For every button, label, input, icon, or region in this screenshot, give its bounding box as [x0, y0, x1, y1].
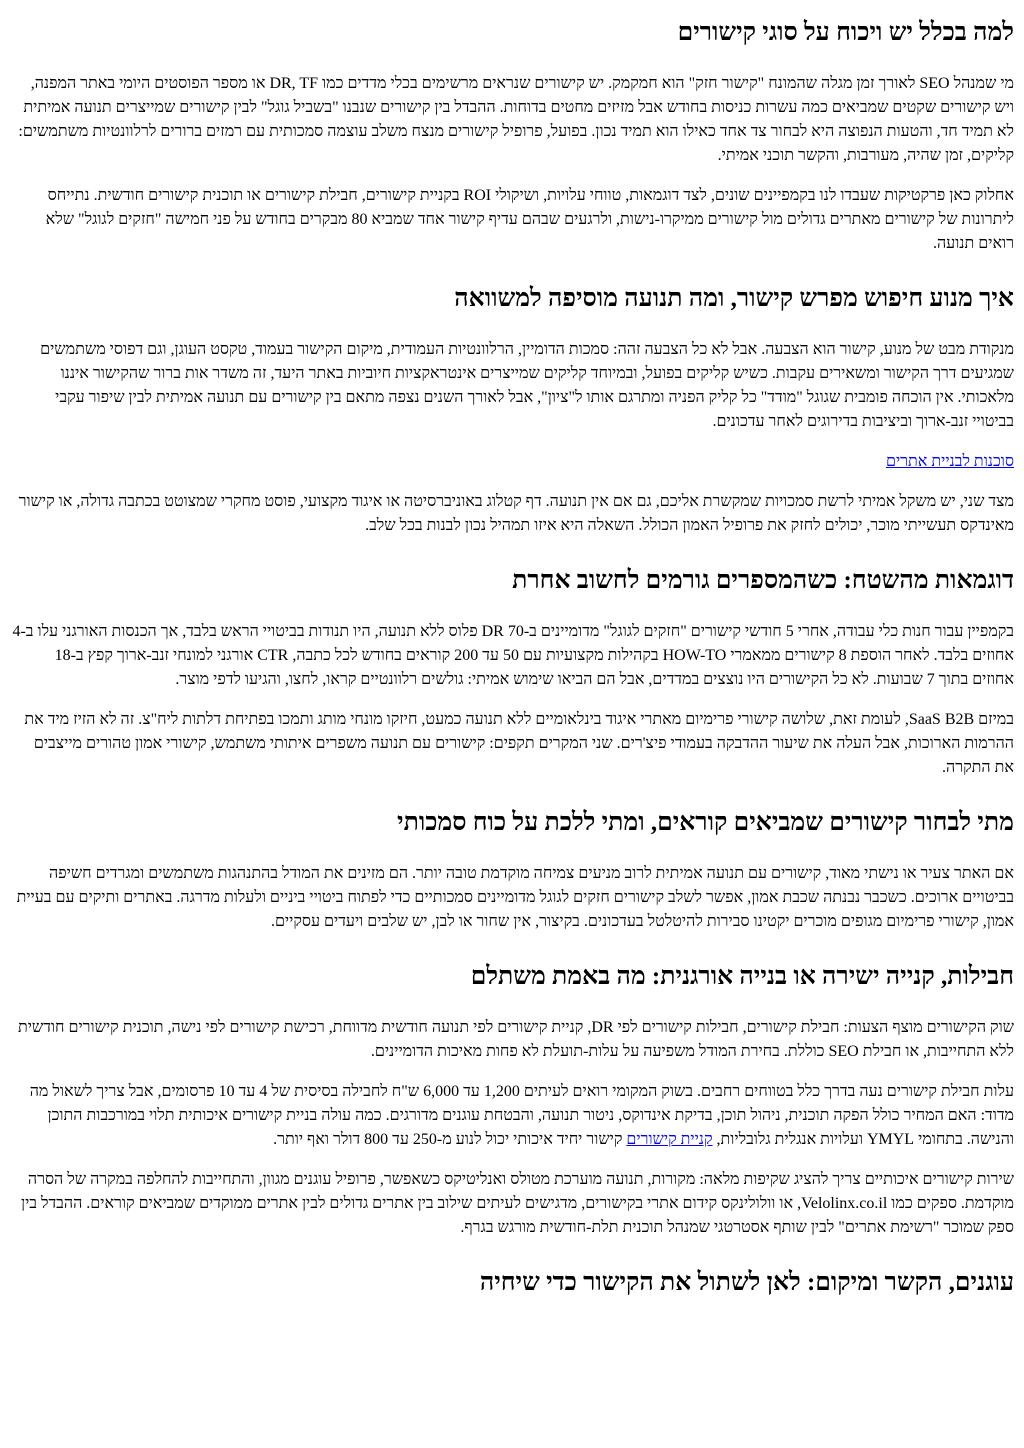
paragraph: מצד שני, יש משקל אמיתי לרשת סמכויות שמקשרת אליכם, גם אם אין תנועה. דף קטלוג באוניברסיטה או איגוד מקצועי, פוסט מחקרי שמצוטט בכתבה גדולה, או קישור מאינדקס תעשייתי מוכר, יכולים לחזק את פרופיל האמון הכולל. השאלה היא איזו תמהיל נכון לבנות בכל שלב. — [18, 493, 1014, 534]
section-heading: למה בכלל יש ויכוח על סוגי קישורים — [677, 19, 1014, 46]
section-heading: חבילות, קנייה ישירה או בנייה אורגנית: מה באמת משתלם — [470, 963, 1014, 990]
section-field-examples — [12, 566, 1014, 780]
section-heading: עוגנים, הקשר ומיקום: לאן לשתול את הקישור כדי שיחיה — [479, 1269, 1014, 1296]
paragraph: שוק הקישורים מוצף הצעות: חבילת קישורים, חבילות קישורים לפי DR, קניית קישורים לפי תנועה חודשית מדווחת, רכישת קישורים לפי נישה, תוכנית קישורים חודשית ללא התחייבות, או חבילת SEO כוללת. בחירת המודל משפיעה על עלות-תועלת לא פחות מאיכות הדומיינים. — [17, 1019, 1014, 1060]
paragraph-with-link — [12, 1080, 1014, 1152]
buy-links-link[interactable]: קניית קישורים — [626, 1131, 713, 1148]
paragraph: שירות קישורים איכותיים צריך להציג שקיפות מלאה: מקורות, תנועה מוערכת מטולס ואנליטיקס כשאפשר, פרופיל עוגנים מגוון, והתחייבות להחלפה במקרה של הסרה מוקדמת. ספקים כמו Velolinx.co.il, או וולולינקס קידום אתרי בקישורים, מדגישים לעיתים שילוב בין אתרים גדולים לבין אתרים ממוקדים שמביאים קוראים. ההבדל בין ספק שמוכר "רשימת אתרים" לבין שותף אסטרטגי שמנהל תוכנית תלת-חודשית מורגש בגרף. — [20, 1171, 1014, 1236]
section-packages-vs-organic — [12, 962, 1014, 1240]
section-anchors-context — [12, 1268, 1014, 1298]
paragraph: במיזם SaaS B2B, לעומת זאת, שלושה קישורי פרימיום מאתרי איגוד בינלאומיים ללא תנועה כמעט, חיזקו מונחי מותג ותמכו בפתיחת דלתות ליח"צ. זה לא הזיז מיד את ההרמות הארוכות, אבל העלה את שיעור ההדבקה בעמודי פיצ'רים. שני המקרים תקפים: קישורים עם תנועה משפרים איתותי משתמש, קישורי אמון טהורים מייצבים את התקרה. — [24, 711, 1014, 776]
paragraph: אחלוק כאן פרקטיקות שעבדו לנו בקמפיינים שונים, לצד דוגמאות, טווחי עלויות, ושיקולי ROI בקניית קישורים, חבילת קישורים או תוכנית קישורים חודשית. נתייחס ליתרונות של קישורים מאתרים גדולים מול קישורים ממיקרו-נישות, ולרגעים שבהם עדיף קישור אחד שמביא 80 מבקרים בחודש על פני חמישה "חזקים לגוגל" שלא רואים תנועה. — [45, 187, 1014, 252]
paragraph: מנקודת מבט של מנוע, קישור הוא הצבעה. אבל לא כל הצבעה זהה: סמכות הדומיין, הרלוונטיות העמודית, מיקום הקישור בעמוד, טקסט העוגן, וגם דפוסי משתמשים שמגיעים דרך הקישור ומשאירים עקבות. כשיש קליקים בפועל, ובמיוחד קליקים שמייצרים אינטראקציות חיוביות באתר היעד, זה משדר אות ברור שהקישור איננו מלאכותי. אין הוכחה פומבית שגוגל "מודד" כל קליק הפניה ומתרגם אותו ל"ציון", אבל לאורך השנים נצפה מתאם בין קישורים עם תנועה אמיתית לבין שיפור עקבי בביטויי זנב-ארוך וביציבות בדירוגים לאחר עדכונים. — [40, 341, 1014, 430]
paragraph: בקמפיין עבור חנות כלי עבודה, אחרי 5 חודשי קישורים "חזקים לגוגל" מדומיינים ב-DR 70 פלוס ללא תנועה, היו תנודות בביטויי הראש בלבד, אך הכנסות האורגני עלו ב-4 אחוזים בלבד. לאחר הוספת 8 קישורים ממאמרי HOW-TO בקהילות מקצועיות עם 50 עד 200 קוראים בחודש לכל כתבה, CTR אורגני למונחי זנב-ארוך קפץ ב-18 אחוזים בתוך 7 שבועות. לא כל הקישורים היו נוצצים במדדים, אבל הם הביאו שימוש אמיתי: גולשים רלוונטיים קראו, לחצו, והגיעו לדפי מוצר. — [12, 623, 1014, 688]
section-heading: איך מנוע חיפוש מפרש קישור, ומה תנועה מוסיפה למשוואה — [454, 285, 1014, 312]
paragraph: אם האתר צעיר או נישתי מאוד, קישורים עם תנועה אמיתית לרוב מניעים צמיחה מוקדמת טובה יותר. הם מזינים את המודל בהתנהגות משתמשים ומגרדים חשיפה בביטויים ארוכים. כשכבר נבנתה שכבת אמון, אפשר לשלב קישורים חזקים לגוגל מדומיינים סמכותיים כדי לפתוח ביטויי ביניים ולעלות מדרגה. באתרים ותיקים עם בעיית אמון, קישורי פרימיום מגופים מוכרים יקטינו סבירות להיטלטל בעדכונים. בקיצור, אין שחור או לבן, יש שלבים ויעדים עסקיים. — [16, 865, 1014, 930]
section-search-engine-interpretation — [12, 284, 1014, 538]
link-paragraph — [12, 450, 1014, 474]
section-when-to-choose — [12, 808, 1014, 934]
paragraph-text-after: קישור יחיד איכותי יכול לנוע מ-250 עד 800 דולר ואף יותר. — [273, 1131, 627, 1148]
paragraph-text-before: עלות חבילת קישורים נעה בדרך כלל בטווחים רחבים. בשוק המקומי רואים לעיתים 1,200 עד 6,000 ש"ח לחבילה בסיסית של 4 עד 10 פרסומים, אבל צריך לשאול מה מדוד: האם המחיר כולל הפקה תוכנית, ניהול תוכן, בדיקת אינדוקס, ניטור תנועה, והבטחת עוגנים מדורגים. כמה עולה בניית קישורים איכותית תלוי במורכבות התוכן והנישה. בתחומי YMYL ועלויות אנגלית גלובליות, — [29, 1083, 1014, 1148]
section-link-types-debate — [12, 18, 1014, 256]
web-agency-link[interactable]: סוכנות לבניית אתרים — [885, 453, 1014, 470]
section-heading: מתי לבחור קישורים שמביאים קוראים, ומתי ללכת על כוח סמכותי — [397, 809, 1014, 836]
paragraph: מי שמנהל SEO לאורך זמן מגלה שהמונח "קישור חזק" הוא חמקמק. יש קישורים שנראים מרשימים בכלי מדדים כמו DR, TF או מספר הפוסטים היומי באתר המפנה, ויש קישורים שקטים שמביאים כמה עשרות כניסות בחודש אבל מזיזים מחטים בדוחות. ההבדל בין קישורים שנבנו "בשביל גוגל" לבין קישורים שמייצרים תנועה אמיתית לא תמיד חד, והטעות הנפוצה היא לבחור צד אחד כאילו הוא תמיד נכון. בפועל, פרופיל קישורים מנצח משלב עוצמה סמכותית עם רמזים ברורים לרלוונטיות משתמשים: קליקים, זמן שהיה, מעורבות, והקשר תוכני אמיתי. — [18, 75, 1014, 164]
section-heading: דוגמאות מהשטח: כשהמספרים גורמים לחשוב אחרת — [512, 567, 1014, 594]
